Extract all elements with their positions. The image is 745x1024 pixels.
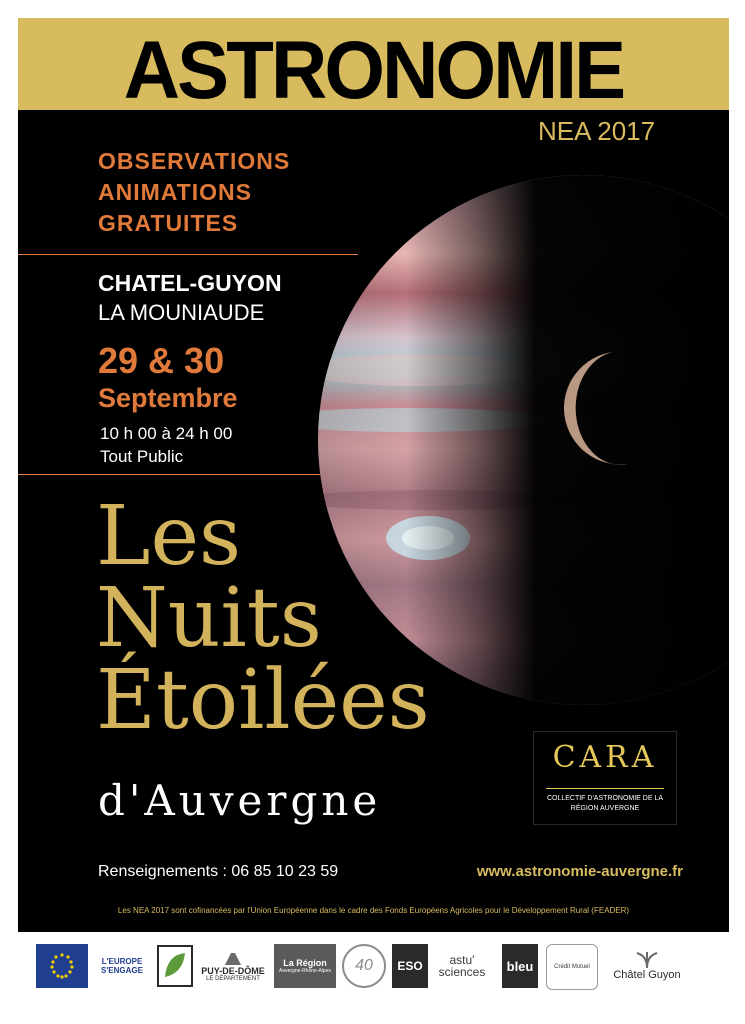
puy-de-dome-sublabel: LE DÉPARTEMENT (206, 976, 260, 982)
leaf-icon (157, 945, 193, 987)
leader-logo (156, 944, 194, 988)
banner-title: ASTRONOMIE (123, 25, 624, 116)
title-line-nuits: Nuits (96, 571, 322, 666)
region-sublabel: Auvergne-Rhône-Alpes (279, 968, 331, 974)
cara-logo (533, 731, 677, 825)
cara-name: CARA (552, 740, 658, 775)
edition-label: NEA 2017 (538, 116, 656, 146)
sponsor-logos (30, 944, 720, 1004)
contact-phone: Renseignements : 06 85 10 23 59 (98, 863, 339, 880)
sciences-label: sciences (438, 965, 486, 979)
puy-de-dome-logo (200, 944, 266, 988)
eso-logo: ESO (392, 944, 428, 988)
event-dates (98, 340, 238, 414)
europe-engage-logo: L'EUROPE S'ENGAGE (101, 957, 143, 975)
cara-caption-line2: RÉGION AUVERGNE (570, 805, 640, 812)
region-label: La Région (283, 958, 327, 968)
parc-volcans-logo (342, 944, 386, 988)
event-title (96, 489, 430, 748)
activity-gratuites: GRATUITES (98, 210, 239, 236)
location-city: CHATEL-GUYON (98, 270, 282, 296)
event-location (98, 268, 282, 328)
title-banner (18, 18, 729, 116)
activity-animations: ANIMATIONS (98, 179, 252, 205)
funding-notice: Les NEA 2017 sont cofinancées par l'Union Européenne dans le cadre des Fonds Européens Agricoles pour le Développement Rural (FEADER) (117, 906, 630, 915)
event-days: 29 & 30 (98, 340, 225, 381)
eu-stars-icon (42, 950, 82, 982)
region-logo (274, 944, 336, 988)
puy-de-dome-label: PUY-DE-DÔME (201, 966, 265, 976)
fountain-icon (632, 951, 662, 969)
event-month: Septembre (98, 383, 238, 413)
chatel-guyon-logo (604, 944, 690, 988)
chatel-guyon-label: Châtel Guyon (613, 969, 681, 981)
astu-label: astu' (449, 953, 475, 967)
event-audience: Tout Public (100, 447, 184, 466)
eu-flag-logo (36, 944, 88, 988)
event-subtitle: d'Auvergne (98, 776, 382, 825)
activities-list (98, 146, 290, 239)
parc-number: 40 (342, 944, 386, 988)
france-bleu-logo: bleu (502, 944, 538, 988)
cara-caption (538, 794, 672, 814)
website-link[interactable]: www.astronomie-auvergne.fr (476, 863, 683, 880)
event-hours: 10 h 00 à 24 h 00 (100, 424, 233, 443)
cara-divider (546, 788, 664, 789)
event-hours-block (100, 422, 232, 468)
cara-caption-line1: COLLECTIF D'ASTRONOMIE DE LA (546, 795, 664, 802)
activity-observations: OBSERVATIONS (98, 148, 291, 174)
location-venue: LA MOUNIAUDE (98, 300, 265, 325)
title-line-etoilees: Étoilées (96, 653, 430, 748)
title-line-les: Les (96, 489, 242, 584)
astu-sciences-logo (434, 944, 490, 988)
volcano-icon (224, 950, 242, 966)
credit-mutuel-logo: Crédit Mutuel (546, 944, 598, 990)
poster (18, 18, 729, 932)
